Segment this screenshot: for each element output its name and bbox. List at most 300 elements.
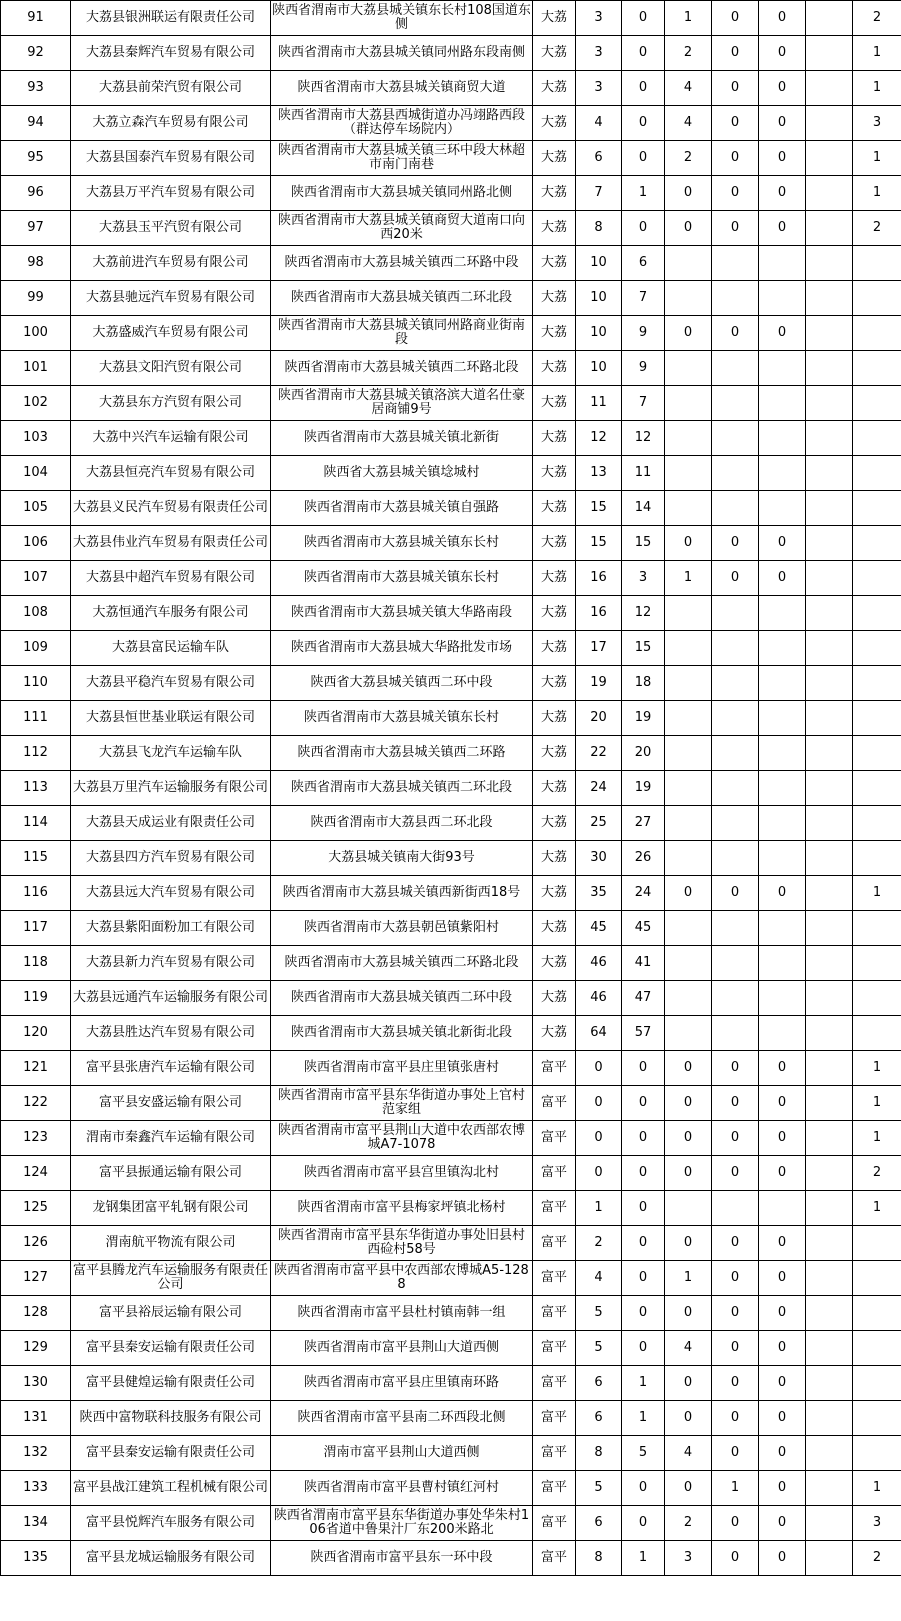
count-2-cell: 3 (622, 561, 665, 596)
table-row (1, 1471, 901, 1506)
count-4-cell: 0 (712, 141, 759, 176)
count-3-cell: 0 (665, 1121, 712, 1156)
count-5-cell (759, 491, 806, 526)
count-1-cell: 12 (576, 421, 622, 456)
count-3-cell: 1 (665, 1261, 712, 1296)
count-1-cell: 7 (576, 176, 622, 211)
company-name-cell: 富平县秦安运输有限责任公司 (71, 1331, 271, 1366)
count-1-cell: 30 (576, 841, 622, 876)
region-cell: 大荔 (533, 246, 576, 281)
count-4-cell: 0 (712, 1226, 759, 1261)
region-cell: 大荔 (533, 561, 576, 596)
count-3-cell: 0 (665, 1366, 712, 1401)
count-3-cell: 3 (665, 1541, 712, 1576)
count-6-cell (806, 1121, 853, 1156)
company-name-cell: 大荔县富民运输车队 (71, 631, 271, 666)
count-2-cell: 0 (622, 1226, 665, 1261)
count-5-cell: 0 (759, 1051, 806, 1086)
row-number-cell: 123 (1, 1121, 71, 1156)
region-cell: 大荔 (533, 386, 576, 421)
count-6-cell (806, 491, 853, 526)
count-6-cell (806, 1471, 853, 1506)
company-name-cell: 大荔恒通汽车服务有限公司 (71, 596, 271, 631)
table-row (1, 1541, 901, 1576)
table-row (1, 351, 901, 386)
count-4-cell: 0 (712, 1261, 759, 1296)
company-name-cell: 大荔县国泰汽车贸易有限公司 (71, 141, 271, 176)
region-cell: 大荔 (533, 421, 576, 456)
region-cell: 富平 (533, 1541, 576, 1576)
count-6-cell (806, 211, 853, 246)
count-3-cell: 0 (665, 211, 712, 246)
row-number-cell: 103 (1, 421, 71, 456)
company-name-cell: 大荔县恒亮汽车贸易有限公司 (71, 456, 271, 491)
count-2-cell: 0 (622, 1191, 665, 1226)
company-name-cell: 大荔立森汽车贸易有限公司 (71, 106, 271, 141)
count-4-cell: 0 (712, 1, 759, 36)
row-number-cell: 124 (1, 1156, 71, 1191)
count-7-cell (853, 246, 901, 281)
table-row (1, 71, 901, 106)
count-2-cell: 7 (622, 281, 665, 316)
count-1-cell: 15 (576, 491, 622, 526)
count-6-cell (806, 1366, 853, 1401)
address-cell: 陕西省渭南市大荔县城关镇大华路南段 (271, 596, 533, 631)
count-2-cell: 0 (622, 1086, 665, 1121)
count-2-cell: 47 (622, 981, 665, 1016)
count-7-cell (853, 1296, 901, 1331)
region-cell: 富平 (533, 1051, 576, 1086)
count-2-cell: 18 (622, 666, 665, 701)
count-3-cell (665, 841, 712, 876)
count-2-cell: 15 (622, 631, 665, 666)
address-cell: 陕西省渭南市富平县梅家坪镇北杨村 (271, 1191, 533, 1226)
company-name-cell: 大荔盛威汽车贸易有限公司 (71, 316, 271, 351)
address-cell: 陕西省渭南市大荔县城关镇北新街北段 (271, 1016, 533, 1051)
count-7-cell: 1 (853, 1086, 901, 1121)
count-7-cell: 2 (853, 1156, 901, 1191)
address-cell: 陕西省渭南市富平县荆山大道中农西部农博城A7-1078 (271, 1121, 533, 1156)
region-cell: 大荔 (533, 316, 576, 351)
count-6-cell (806, 561, 853, 596)
address-cell: 陕西省渭南市大荔县城关镇西二环中段 (271, 981, 533, 1016)
address-cell: 陕西省渭南市富平县东华街道办事处上官村范家组 (271, 1086, 533, 1121)
count-7-cell: 1 (853, 141, 901, 176)
count-6-cell (806, 1156, 853, 1191)
count-6-cell (806, 911, 853, 946)
count-5-cell: 0 (759, 316, 806, 351)
count-7-cell (853, 316, 901, 351)
count-1-cell: 22 (576, 736, 622, 771)
count-2-cell: 6 (622, 246, 665, 281)
table-row (1, 316, 901, 351)
address-cell: 陕西省渭南市富平县东华街道办事处旧县村西硷村58号 (271, 1226, 533, 1261)
company-name-cell: 富平县振通运输有限公司 (71, 1156, 271, 1191)
count-5-cell: 0 (759, 1471, 806, 1506)
count-1-cell: 6 (576, 1401, 622, 1436)
row-number-cell: 113 (1, 771, 71, 806)
count-3-cell (665, 631, 712, 666)
region-cell: 大荔 (533, 211, 576, 246)
count-3-cell (665, 596, 712, 631)
count-1-cell: 5 (576, 1471, 622, 1506)
count-6-cell (806, 1051, 853, 1086)
count-2-cell: 57 (622, 1016, 665, 1051)
count-5-cell: 0 (759, 1226, 806, 1261)
address-cell: 陕西省渭南市富平县庄里镇张唐村 (271, 1051, 533, 1086)
company-name-cell: 大荔县秦辉汽车贸易有限公司 (71, 36, 271, 71)
count-2-cell: 0 (622, 71, 665, 106)
count-4-cell: 0 (712, 36, 759, 71)
count-4-cell: 0 (712, 1541, 759, 1576)
count-1-cell: 46 (576, 946, 622, 981)
count-5-cell: 0 (759, 1296, 806, 1331)
count-3-cell (665, 701, 712, 736)
region-cell: 富平 (533, 1401, 576, 1436)
count-6-cell (806, 386, 853, 421)
row-number-cell: 134 (1, 1506, 71, 1541)
count-6-cell (806, 596, 853, 631)
table-row (1, 1, 901, 36)
region-cell: 大荔 (533, 36, 576, 71)
address-cell: 陕西省渭南市大荔县城关镇同州路北侧 (271, 176, 533, 211)
count-5-cell (759, 351, 806, 386)
region-cell: 富平 (533, 1296, 576, 1331)
count-3-cell: 2 (665, 141, 712, 176)
table-row (1, 596, 901, 631)
count-1-cell: 0 (576, 1156, 622, 1191)
row-number-cell: 91 (1, 1, 71, 36)
count-6-cell (806, 1016, 853, 1051)
count-7-cell (853, 386, 901, 421)
count-6-cell (806, 316, 853, 351)
count-7-cell (853, 1261, 901, 1296)
count-3-cell (665, 386, 712, 421)
address-cell: 陕西省渭南市大荔县城关镇北新街 (271, 421, 533, 456)
count-2-cell: 9 (622, 351, 665, 386)
count-6-cell (806, 1331, 853, 1366)
count-6-cell (806, 631, 853, 666)
count-4-cell (712, 806, 759, 841)
region-cell: 大荔 (533, 71, 576, 106)
count-6-cell (806, 1226, 853, 1261)
company-name-cell: 大荔县紫阳面粉加工有限公司 (71, 911, 271, 946)
count-5-cell (759, 736, 806, 771)
count-2-cell: 20 (622, 736, 665, 771)
company-name-cell: 大荔县四方汽车贸易有限公司 (71, 841, 271, 876)
row-number-cell: 121 (1, 1051, 71, 1086)
address-cell: 陕西省渭南市富平县南二环西段北侧 (271, 1401, 533, 1436)
address-cell: 陕西省渭南市大荔县城关镇三环中段大林超市南门南巷 (271, 141, 533, 176)
address-cell: 陕西省渭南市大荔县朝邑镇紫阳村 (271, 911, 533, 946)
count-1-cell: 0 (576, 1086, 622, 1121)
count-3-cell: 0 (665, 1401, 712, 1436)
address-cell: 大荔县城关镇南大街93号 (271, 841, 533, 876)
address-cell: 陕西省渭南市大荔县城关镇西二环路北段 (271, 351, 533, 386)
address-cell: 陕西省渭南市大荔县西城街道办冯翊路西段（群达停车场院内） (271, 106, 533, 141)
table-row (1, 1436, 901, 1471)
count-5-cell: 0 (759, 1366, 806, 1401)
count-7-cell (853, 351, 901, 386)
table-row (1, 946, 901, 981)
count-4-cell: 0 (712, 876, 759, 911)
table-row (1, 1086, 901, 1121)
count-2-cell: 1 (622, 1366, 665, 1401)
address-cell: 陕西省渭南市大荔县城关镇西二环路 (271, 736, 533, 771)
count-7-cell: 1 (853, 176, 901, 211)
company-name-cell: 大荔县文阳汽贸有限公司 (71, 351, 271, 386)
count-4-cell: 0 (712, 316, 759, 351)
region-cell: 富平 (533, 1366, 576, 1401)
count-5-cell: 0 (759, 106, 806, 141)
count-2-cell: 15 (622, 526, 665, 561)
region-cell: 大荔 (533, 981, 576, 1016)
count-5-cell: 0 (759, 1506, 806, 1541)
count-7-cell (853, 771, 901, 806)
address-cell: 陕西省渭南市大荔县城关镇东长村 (271, 701, 533, 736)
count-4-cell: 0 (712, 1331, 759, 1366)
count-4-cell (712, 631, 759, 666)
count-2-cell: 7 (622, 386, 665, 421)
region-cell: 大荔 (533, 946, 576, 981)
count-7-cell (853, 841, 901, 876)
company-name-cell: 龙钢集团富平轧钢有限公司 (71, 1191, 271, 1226)
row-number-cell: 95 (1, 141, 71, 176)
address-cell: 陕西省渭南市大荔县城关镇东长村 (271, 526, 533, 561)
count-1-cell: 10 (576, 316, 622, 351)
count-4-cell: 0 (712, 211, 759, 246)
count-5-cell: 0 (759, 1331, 806, 1366)
count-7-cell (853, 736, 901, 771)
row-number-cell: 120 (1, 1016, 71, 1051)
count-2-cell: 0 (622, 1156, 665, 1191)
count-1-cell: 16 (576, 596, 622, 631)
count-1-cell: 1 (576, 1191, 622, 1226)
count-1-cell: 25 (576, 806, 622, 841)
row-number-cell: 104 (1, 456, 71, 491)
count-1-cell: 6 (576, 1506, 622, 1541)
count-5-cell: 0 (759, 1436, 806, 1471)
company-name-cell: 大荔中兴汽车运输有限公司 (71, 421, 271, 456)
region-cell: 大荔 (533, 876, 576, 911)
count-3-cell: 4 (665, 71, 712, 106)
address-cell: 陕西省渭南市大荔县城关镇西二环北段 (271, 281, 533, 316)
count-2-cell: 0 (622, 36, 665, 71)
count-7-cell (853, 491, 901, 526)
count-4-cell (712, 456, 759, 491)
count-6-cell (806, 281, 853, 316)
region-cell: 富平 (533, 1506, 576, 1541)
count-3-cell: 0 (665, 526, 712, 561)
count-6-cell (806, 421, 853, 456)
count-2-cell: 45 (622, 911, 665, 946)
address-cell: 陕西省渭南市大荔县城关镇商贸大道南口向西20米 (271, 211, 533, 246)
count-4-cell (712, 666, 759, 701)
count-1-cell: 0 (576, 1051, 622, 1086)
address-cell: 陕西省渭南市大荔县城关镇同州路商业街南段 (271, 316, 533, 351)
row-number-cell: 115 (1, 841, 71, 876)
count-4-cell: 0 (712, 1121, 759, 1156)
region-cell: 大荔 (533, 631, 576, 666)
table-row (1, 1506, 901, 1541)
table-body (1, 1, 901, 1576)
count-2-cell: 1 (622, 1541, 665, 1576)
address-cell: 渭南市富平县荆山大道西侧 (271, 1436, 533, 1471)
count-2-cell: 0 (622, 1051, 665, 1086)
count-4-cell: 0 (712, 1401, 759, 1436)
count-3-cell: 4 (665, 1436, 712, 1471)
count-7-cell: 1 (853, 1191, 901, 1226)
count-6-cell (806, 1436, 853, 1471)
address-cell: 陕西省大荔县城关镇埝城村 (271, 456, 533, 491)
company-name-cell: 大荔县中超汽车贸易有限公司 (71, 561, 271, 596)
count-3-cell (665, 981, 712, 1016)
count-3-cell: 0 (665, 1086, 712, 1121)
count-7-cell: 1 (853, 36, 901, 71)
count-3-cell (665, 666, 712, 701)
count-7-cell: 1 (853, 876, 901, 911)
row-number-cell: 131 (1, 1401, 71, 1436)
table-row (1, 1261, 901, 1296)
count-5-cell (759, 246, 806, 281)
count-1-cell: 0 (576, 1121, 622, 1156)
row-number-cell: 101 (1, 351, 71, 386)
region-cell: 大荔 (533, 806, 576, 841)
address-cell: 陕西省渭南市大荔县城关镇东长村108国道东侧 (271, 1, 533, 36)
table-row (1, 841, 901, 876)
count-5-cell (759, 806, 806, 841)
count-2-cell: 0 (622, 1261, 665, 1296)
count-6-cell (806, 246, 853, 281)
count-3-cell: 0 (665, 316, 712, 351)
company-name-cell: 渭南航平物流有限公司 (71, 1226, 271, 1261)
count-2-cell: 0 (622, 211, 665, 246)
count-2-cell: 0 (622, 1471, 665, 1506)
count-6-cell (806, 771, 853, 806)
count-4-cell: 0 (712, 1296, 759, 1331)
row-number-cell: 102 (1, 386, 71, 421)
count-3-cell: 1 (665, 1, 712, 36)
table-row (1, 211, 901, 246)
count-3-cell (665, 351, 712, 386)
row-number-cell: 126 (1, 1226, 71, 1261)
table-row (1, 806, 901, 841)
region-cell: 大荔 (533, 771, 576, 806)
count-2-cell: 1 (622, 1401, 665, 1436)
company-name-cell: 大荔县飞龙汽车运输车队 (71, 736, 271, 771)
region-cell: 大荔 (533, 666, 576, 701)
count-6-cell (806, 666, 853, 701)
count-1-cell: 4 (576, 1261, 622, 1296)
count-5-cell: 0 (759, 71, 806, 106)
table-row (1, 176, 901, 211)
count-5-cell: 0 (759, 211, 806, 246)
count-1-cell: 8 (576, 1541, 622, 1576)
count-1-cell: 64 (576, 1016, 622, 1051)
count-5-cell (759, 946, 806, 981)
count-3-cell (665, 1016, 712, 1051)
count-1-cell: 3 (576, 71, 622, 106)
count-5-cell (759, 596, 806, 631)
table-row (1, 1121, 901, 1156)
company-name-cell: 陕西中富物联科技服务有限公司 (71, 1401, 271, 1436)
count-6-cell (806, 1086, 853, 1121)
count-7-cell (853, 281, 901, 316)
address-cell: 陕西省渭南市大荔县西二环北段 (271, 806, 533, 841)
company-name-cell: 大荔县驰远汽车贸易有限公司 (71, 281, 271, 316)
count-2-cell: 11 (622, 456, 665, 491)
count-6-cell (806, 806, 853, 841)
table-row (1, 1191, 901, 1226)
count-2-cell: 0 (622, 1296, 665, 1331)
company-name-cell: 大荔前进汽车贸易有限公司 (71, 246, 271, 281)
count-2-cell: 27 (622, 806, 665, 841)
row-number-cell: 105 (1, 491, 71, 526)
count-2-cell: 24 (622, 876, 665, 911)
region-cell: 大荔 (533, 351, 576, 386)
count-4-cell (712, 736, 759, 771)
address-cell: 陕西省渭南市大荔县城关镇东长村 (271, 561, 533, 596)
count-7-cell (853, 526, 901, 561)
count-7-cell (853, 631, 901, 666)
count-2-cell: 0 (622, 1, 665, 36)
count-5-cell (759, 386, 806, 421)
address-cell: 陕西省渭南市富平县东一环中段 (271, 1541, 533, 1576)
count-4-cell: 0 (712, 176, 759, 211)
count-2-cell: 14 (622, 491, 665, 526)
count-6-cell (806, 71, 853, 106)
address-cell: 陕西省渭南市大荔县城关镇西二环北段 (271, 771, 533, 806)
address-cell: 陕西省渭南市富平县东华街道办事处华朱村106省道中鲁果汁厂东200米路北 (271, 1506, 533, 1541)
count-5-cell (759, 1191, 806, 1226)
count-5-cell: 0 (759, 176, 806, 211)
region-cell: 富平 (533, 1121, 576, 1156)
count-1-cell: 6 (576, 141, 622, 176)
count-3-cell: 0 (665, 1226, 712, 1261)
company-name-cell: 大荔县伟业汽车贸易有限责任公司 (71, 526, 271, 561)
count-1-cell: 35 (576, 876, 622, 911)
count-3-cell: 0 (665, 1051, 712, 1086)
count-4-cell (712, 981, 759, 1016)
count-6-cell (806, 981, 853, 1016)
count-1-cell: 8 (576, 1436, 622, 1471)
count-6-cell (806, 1, 853, 36)
row-number-cell: 119 (1, 981, 71, 1016)
count-7-cell (853, 1401, 901, 1436)
company-name-cell: 大荔县平稳汽车贸易有限公司 (71, 666, 271, 701)
count-5-cell (759, 631, 806, 666)
address-cell: 陕西省渭南市大荔县城关镇西二环路中段 (271, 246, 533, 281)
region-cell: 大荔 (533, 736, 576, 771)
count-5-cell (759, 1016, 806, 1051)
count-5-cell (759, 701, 806, 736)
row-number-cell: 128 (1, 1296, 71, 1331)
count-3-cell (665, 456, 712, 491)
count-3-cell (665, 911, 712, 946)
count-7-cell (853, 806, 901, 841)
count-1-cell: 3 (576, 1, 622, 36)
company-name-cell: 大荔县前荣汽贸有限公司 (71, 71, 271, 106)
count-1-cell: 8 (576, 211, 622, 246)
table-row (1, 876, 901, 911)
table-row (1, 1296, 901, 1331)
table-row (1, 1051, 901, 1086)
table-row (1, 281, 901, 316)
count-1-cell: 15 (576, 526, 622, 561)
count-3-cell: 0 (665, 176, 712, 211)
count-6-cell (806, 176, 853, 211)
count-4-cell: 0 (712, 1366, 759, 1401)
